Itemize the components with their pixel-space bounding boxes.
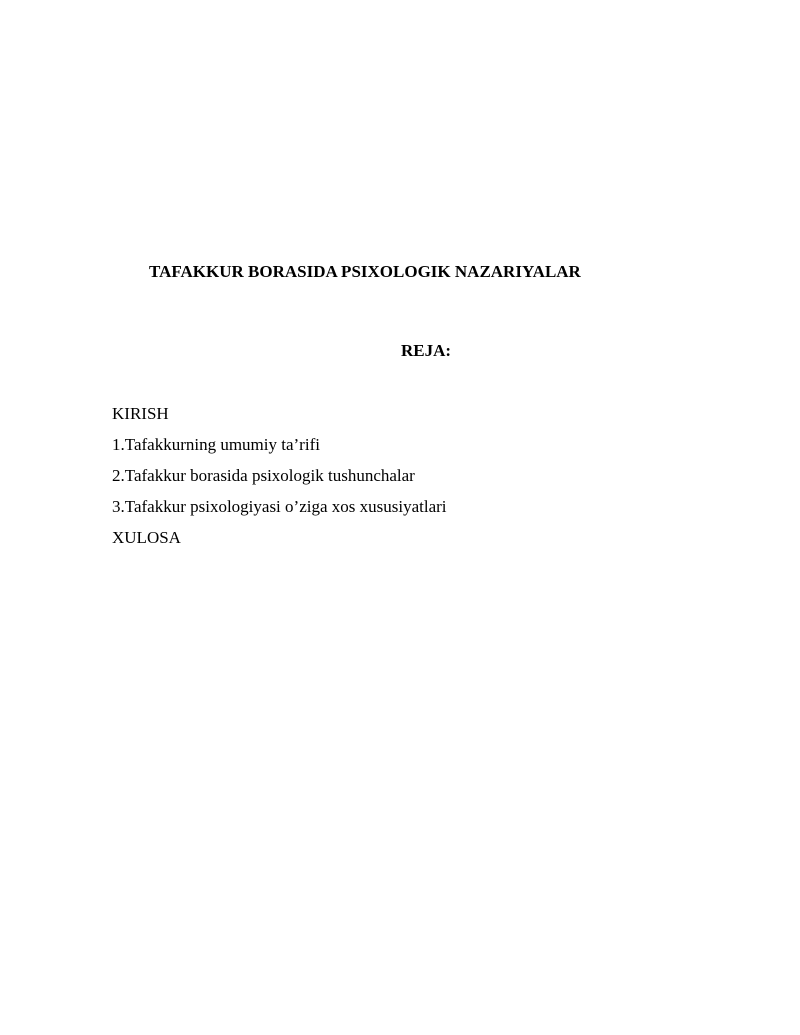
plan-item-3: 3.Tafakkur psixologiyasi o’ziga xos xususiyatlari — [112, 497, 447, 516]
plan-item-1: 1.Tafakkurning umumiy ta’rifi — [112, 435, 320, 454]
plan-item-2: 2.Tafakkur borasida psixologik tushunchalar — [112, 466, 415, 485]
plan-item-conclusion: XULOSA — [112, 528, 181, 547]
document-title: TAFAKKUR BORASIDA PSIXOLOGIK NAZARIYALAR — [149, 262, 581, 281]
plan-heading: REJA: — [401, 341, 452, 360]
plan-list — [112, 403, 447, 558]
plan-item-introduction: KIRISH — [112, 404, 169, 423]
